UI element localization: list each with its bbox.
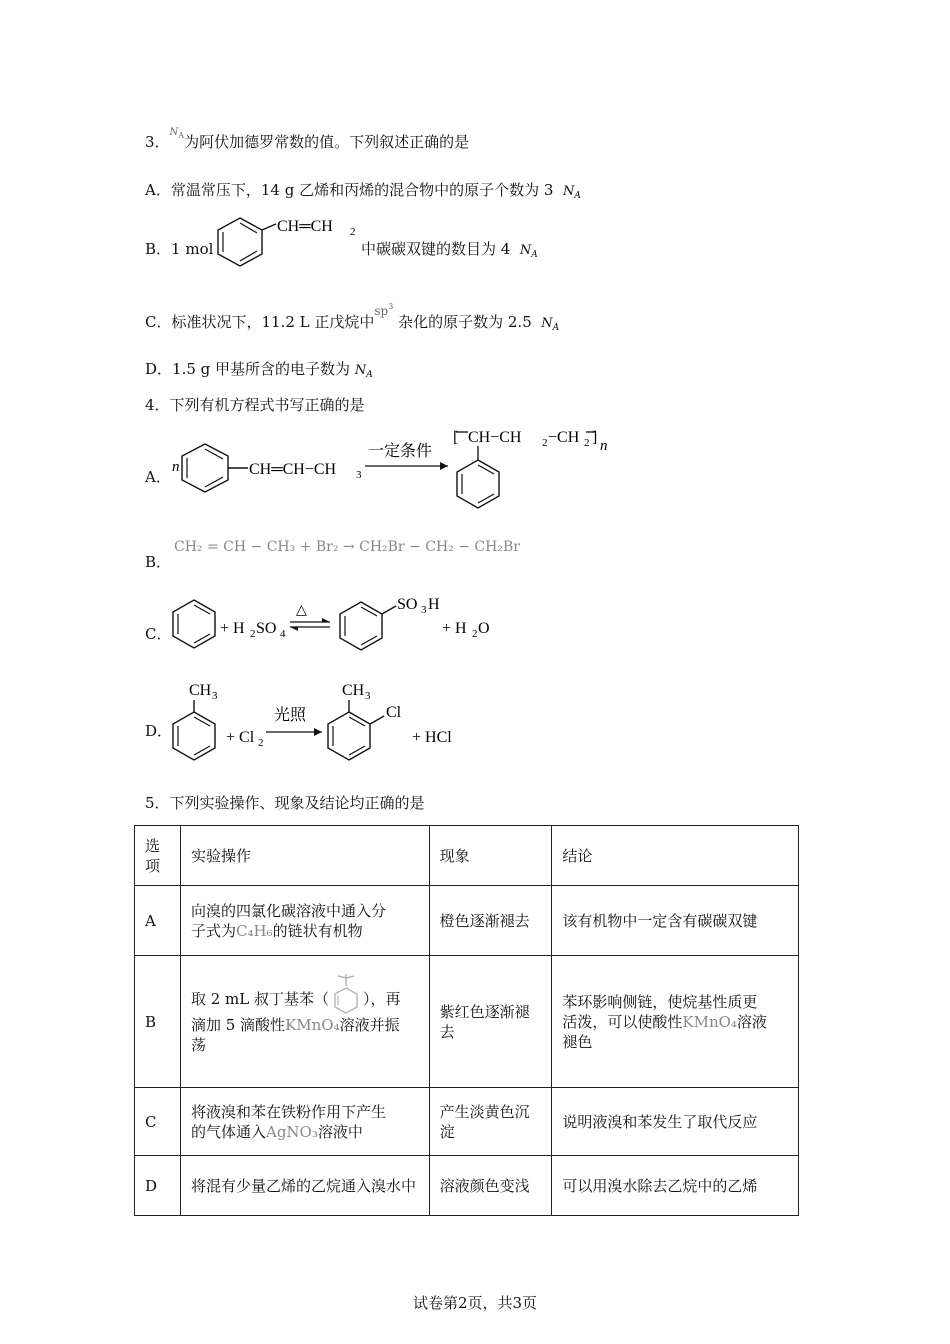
row-option: B	[135, 956, 181, 1088]
svg-text:H: H	[428, 596, 440, 613]
svg-text:]: ]	[592, 429, 598, 446]
svg-text:SO: SO	[397, 596, 418, 613]
q5-table	[134, 825, 799, 1216]
svg-text:CH: CH	[189, 682, 212, 699]
svg-text:n: n	[172, 459, 180, 475]
condition-label: 一定条件	[368, 443, 433, 460]
row-conclusion: 该有机物中一定含有碳碳双键	[552, 886, 799, 956]
svg-text:3: 3	[212, 690, 218, 702]
row-phenomenon: 紫红色逐渐褪去	[429, 956, 552, 1088]
svg-text:CH−CH: CH−CH	[468, 429, 522, 446]
svg-text:O: O	[478, 620, 490, 637]
svg-text:CH: CH	[342, 682, 365, 699]
header-conclusion: 结论	[552, 826, 799, 886]
row-conclusion: 说明液溴和苯发生了取代反应	[552, 1088, 799, 1156]
table-row	[135, 956, 799, 1088]
svg-text:2: 2	[258, 737, 264, 749]
q3-stem: 3．$^{NA}$为阿伏加德罗常数的值。下列叙述正确的是	[145, 127, 470, 151]
styrene-structure	[214, 212, 364, 268]
svg-text:+ H: + H	[220, 620, 245, 637]
svg-text:SO: SO	[256, 620, 277, 637]
svg-text:3: 3	[421, 604, 427, 616]
q4-b-equation: CH₂ = CH − CH₃ + Br₂ → CH₂Br − CH₂ − CH₂Br	[174, 539, 520, 555]
table-row	[135, 886, 799, 956]
svg-text:+ H: + H	[442, 620, 467, 637]
svg-text:4: 4	[280, 628, 286, 640]
svg-text:+ HCl: + HCl	[412, 729, 452, 746]
q4-stem: 4．下列有机方程式书写正确的是	[145, 396, 365, 414]
q4-label-b: B．	[145, 553, 172, 571]
table-row	[135, 1156, 799, 1216]
svg-text:2: 2	[584, 437, 590, 449]
row-phenomenon: 产生淡黄色沉淀	[429, 1088, 552, 1156]
row-operation: 取 2 mL 叔丁基苯（ ），再 滴加 5 滴酸性KMnO₄溶液并振 荡	[180, 956, 429, 1088]
svg-text:n: n	[600, 438, 608, 454]
row-option: D	[135, 1156, 181, 1216]
svg-text:−CH: −CH	[548, 429, 580, 446]
svg-text:+ Cl: + Cl	[226, 729, 255, 746]
page-footer: 试卷第2页，共3页	[412, 1294, 538, 1312]
row-conclusion: 可以用溴水除去乙烷中的乙烯	[552, 1156, 799, 1216]
tert-butylbenzene-icon	[329, 974, 363, 1018]
q3-option-b: B．1 mol	[145, 240, 214, 258]
q4-a-equation	[172, 420, 622, 510]
table-header-row	[135, 826, 799, 886]
row-operation: 将混有少量乙烯的乙烷通入溴水中	[180, 1156, 429, 1216]
header-option: 选 项	[135, 826, 181, 886]
row-operation: 将液溴和苯在铁粉作用下产生 的气体通入AgNO₃溶液中	[180, 1088, 429, 1156]
q5-stem: 5．下列实验操作、现象及结论均正确的是	[145, 794, 425, 812]
q3-option-c: C．标准状况下，11.2 L 正戊烷中$^{sp3}$ 杂化的原子数为 2.5 $N_A$	[145, 302, 560, 333]
q4-label-a: A．	[145, 468, 171, 486]
row-conclusion: 苯环影响侧链，使烷基性质更 活泼，可以使酸性KMnO₄溶液 褪色	[552, 956, 799, 1088]
q4-c-equation	[172, 592, 502, 654]
row-phenomenon: 橙色逐渐褪去	[429, 886, 552, 956]
q3-option-a: A．常温常压下，14 g 乙烯和丙烯的混合物中的原子个数为 3 $N_A$	[145, 181, 581, 201]
svg-text:3: 3	[365, 690, 371, 702]
svg-text:2: 2	[542, 437, 548, 449]
svg-text:Cl: Cl	[386, 704, 402, 721]
header-phenomenon: 现象	[429, 826, 552, 886]
vinyl-group: CH═CH	[277, 218, 333, 235]
q3-option-b-text: 中碳碳双键的数目为 4 $N_A$	[361, 240, 538, 260]
svg-text:△: △	[296, 603, 307, 618]
row-operation: 向溴的四氯化碳溶液中通入分 子式为C₄H₆的链状有机物	[180, 886, 429, 956]
svg-text:2: 2	[250, 628, 256, 640]
row-phenomenon: 溶液颜色变浅	[429, 1156, 552, 1216]
q4-label-d: D．	[145, 722, 173, 740]
benzene-ring	[218, 218, 262, 266]
svg-text:2: 2	[350, 226, 356, 238]
svg-text:[: [	[453, 429, 459, 446]
table-row	[135, 1088, 799, 1156]
q3-option-d: D．1.5 g 甲基所含的电子数为 $N_A$	[145, 360, 373, 380]
row-option: C	[135, 1088, 181, 1156]
q4-d-equation	[172, 676, 472, 768]
svg-text:CH═CH−CH: CH═CH−CH	[249, 461, 337, 478]
row-option: A	[135, 886, 181, 956]
svg-text:2: 2	[472, 628, 478, 640]
q4-label-c: C．	[145, 625, 172, 643]
svg-text:3: 3	[356, 469, 362, 481]
svg-text:光照: 光照	[274, 707, 307, 724]
header-operation: 实验操作	[180, 826, 429, 886]
